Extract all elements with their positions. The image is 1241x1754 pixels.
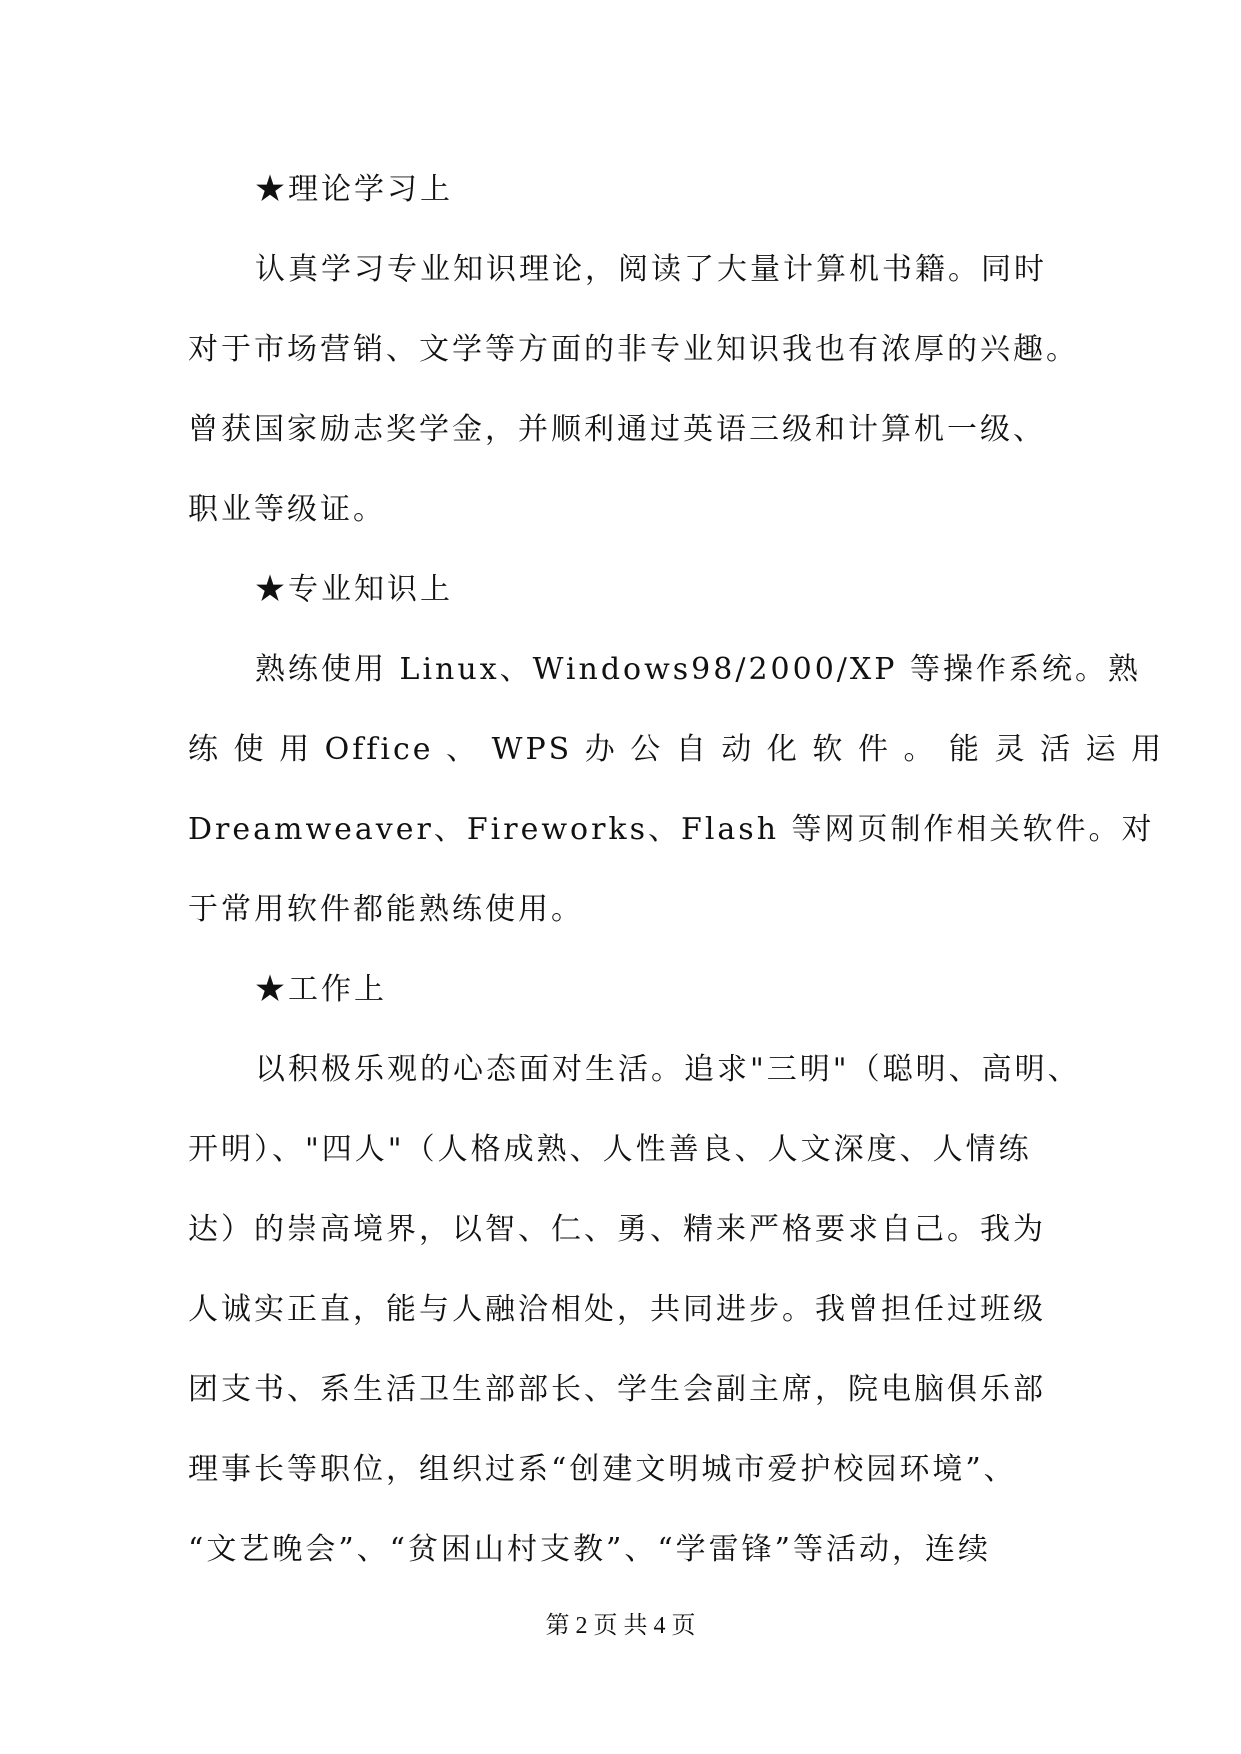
paragraph-line: 以积极乐观的心态面对生活。追求"三明"（聪明、高明、 bbox=[255, 1052, 1081, 1087]
section-heading-theory: ★理论学习上 bbox=[255, 172, 453, 207]
paragraph-line: “文艺晚会”、“贫困山村支教”、“学雷锋”等活动，连续 bbox=[188, 1532, 992, 1567]
paragraph-line: 理事长等职位，组织过系“创建文明城市爱护校园环境”、 bbox=[188, 1452, 1017, 1487]
paragraph-line: 练 使 用 Office 、 WPS 办 公 自 动 化 软 件 。 能 灵 活 运 用 bbox=[188, 732, 1165, 767]
paragraph-line: 开明）、"四人"（人格成熟、人性善良、人文深度、人情练 bbox=[188, 1132, 1032, 1167]
paragraph-line: 职业等级证。 bbox=[188, 492, 386, 527]
paragraph-line: 人诚实正直，能与人融洽相处，共同进步。我曾担任过班级 bbox=[188, 1292, 1046, 1327]
paragraph-line: 曾获国家励志奖学金，并顺利通过英语三级和计算机一级、 bbox=[188, 412, 1046, 447]
section-heading-professional: ★专业知识上 bbox=[255, 572, 453, 607]
paragraph-line: 团支书、系生活卫生部部长、学生会副主席，院电脑俱乐部 bbox=[188, 1372, 1046, 1407]
section-heading-work: ★工作上 bbox=[255, 972, 387, 1007]
page-number-footer: 第 2 页 共 4 页 bbox=[545, 1613, 696, 1639]
paragraph-line: 熟练使用 Linux、Windows98/2000/XP 等操作系统。熟 bbox=[255, 652, 1141, 687]
paragraph-line: 于常用软件都能熟练使用。 bbox=[188, 892, 584, 927]
paragraph-line: 对于市场营销、文学等方面的非专业知识我也有浓厚的兴趣。 bbox=[188, 332, 1079, 367]
paragraph-line: Dreamweaver、Fireworks、Flash 等网页制作相关软件。对 bbox=[188, 812, 1155, 847]
paragraph-line: 达）的崇高境界，以智、仁、勇、精来严格要求自己。我为 bbox=[188, 1212, 1046, 1247]
paragraph-line: 认真学习专业知识理论，阅读了大量计算机书籍。同时 bbox=[255, 252, 1047, 287]
